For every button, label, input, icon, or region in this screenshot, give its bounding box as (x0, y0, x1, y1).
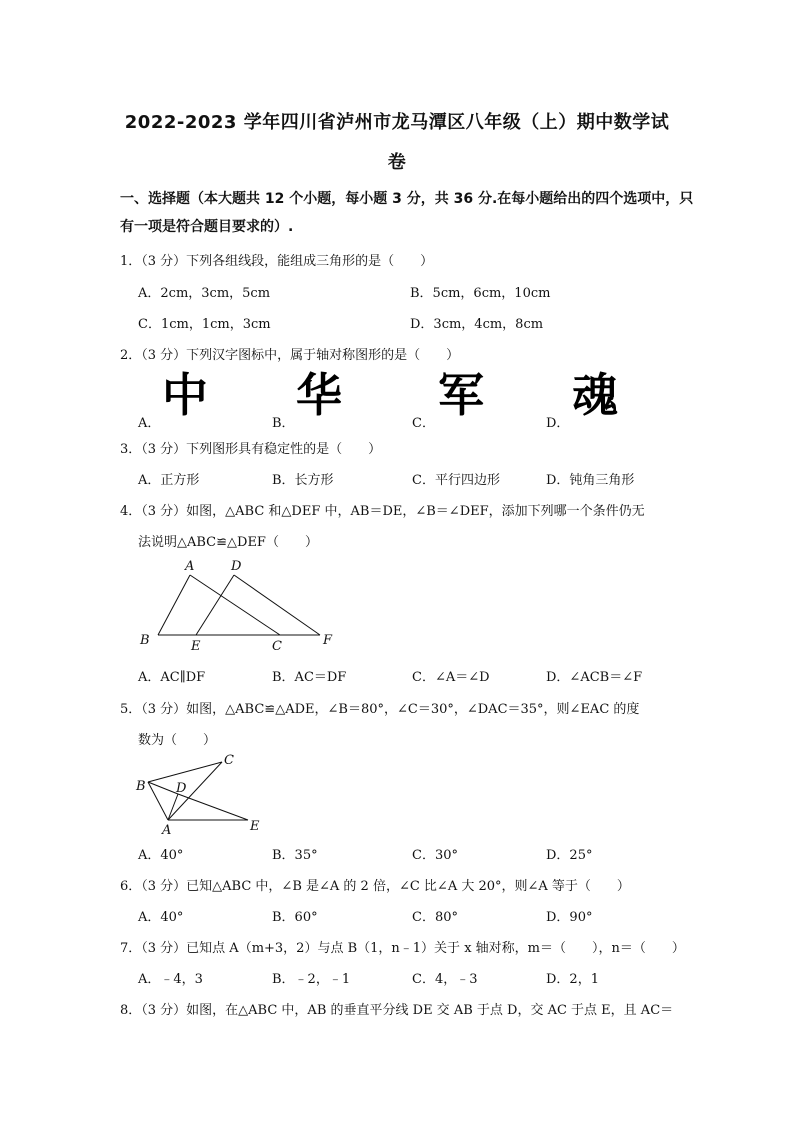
question-4-figure (130, 555, 340, 655)
point-c-label: C (272, 639, 282, 654)
glyph-hun-icon: 魂 (572, 368, 618, 422)
segment-ac (190, 575, 280, 635)
question-7-option-b: B．﹣2，﹣1 (272, 972, 351, 987)
question-6-option-c: C．80° (412, 910, 458, 925)
question-7-option-c: C．4，﹣3 (412, 972, 478, 987)
segment-ad (168, 794, 178, 820)
question-6-option-d: D．90° (546, 910, 593, 925)
question-4-option-c: C．∠A＝∠D (412, 670, 490, 685)
question-1-option-d: D．3cm，4cm，8cm (410, 317, 544, 332)
question-6-stem: 6．（3 分）已知△ABC 中，∠B 是∠A 的 2 倍，∠C 比∠A 大 20°，则∠A 等于（ ） (120, 879, 630, 894)
question-7-option-a: A．﹣4，3 (138, 972, 203, 987)
question-5-stem-continued: 数为（ ） (138, 733, 217, 748)
question-6-option-b: B．60° (272, 910, 318, 925)
section-heading-continued: 有一项是符合题目要求的）. (120, 219, 294, 235)
question-7-stem: 7．（3 分）已知点 A（m+3，2）与点 B（1，n﹣1）关于 x 轴对称，m＝（ ），n＝（ ） (120, 941, 685, 956)
point-f-label: F (323, 633, 333, 648)
question-1-option-a: A．2cm，3cm，5cm (138, 286, 271, 301)
segment-bc (148, 762, 222, 782)
question-4-option-d: D．∠ACB＝∠F (546, 670, 643, 685)
question-2-option-b: B． (272, 416, 295, 431)
question-6-option-a: A．40° (138, 910, 184, 925)
page-title-continued: 卷 (387, 152, 407, 173)
question-2-stem: 2．（3 分）下列汉字图标中，属于轴对称图形的是（ ） (120, 348, 460, 363)
glyph-jun-icon: 军 (438, 368, 484, 422)
question-2-option-c: C． (412, 416, 435, 431)
question-1-option-b: B．5cm，6cm，10cm (410, 286, 551, 301)
point-c-label: C (224, 753, 234, 768)
question-4-stem: 4．（3 分）如图，△ABC 和△DEF 中，AB＝DE，∠B＝∠DEF，添加下列哪一个条件仍无 (120, 504, 645, 519)
point-a-label: A (185, 559, 195, 574)
point-b-label: B (140, 633, 150, 648)
question-3-option-b: B．长方形 (272, 473, 334, 488)
glyph-hua-icon: 华 (296, 368, 342, 422)
segment-ab (158, 575, 190, 635)
segment-bd (148, 782, 178, 794)
question-5-figure (130, 748, 270, 838)
question-7-option-d: D．2，1 (546, 972, 599, 987)
question-8-stem: 8．（3 分）如图，在△ABC 中，AB 的垂直平分线 DE 交 AB 于点 D，交 AC 于点 E，且 AC＝ (120, 1003, 674, 1018)
question-2-option-d: D． (546, 416, 570, 431)
point-a-label: A (162, 823, 172, 838)
question-1-stem: 1．（3 分）下列各组线段，能组成三角形的是（ ） (120, 254, 434, 269)
segment-de (178, 794, 248, 820)
question-1-option-c: C．1cm，1cm，3cm (138, 317, 271, 332)
question-5-option-c: C．30° (412, 848, 458, 863)
question-4-option-a: A．AC∥DF (138, 670, 206, 685)
point-d-label: D (231, 559, 242, 574)
section-heading: 一、选择题（本大题共 12 个小题，每小题 3 分，共 36 分.在每小题给出的四个选项中，只 (120, 191, 694, 207)
point-e-label: E (191, 639, 201, 654)
question-3-option-a: A．正方形 (138, 473, 200, 488)
segment-df (234, 575, 320, 635)
question-5-option-d: D．25° (546, 848, 593, 863)
question-5-stem: 5．（3 分）如图，△ABC≌△ADE，∠B＝80°，∠C＝30°，∠DAC＝35°，则∠EAC 的度 (120, 702, 640, 717)
page-title: 2022-2023 学年四川省泸州市龙马潭区八年级（上）期中数学试 (124, 112, 670, 133)
question-2-option-a: A． (138, 416, 161, 431)
point-e-label: E (250, 819, 260, 834)
question-3-option-c: C．平行四边形 (412, 473, 500, 488)
point-d-label: D (176, 781, 187, 796)
question-3-option-d: D．钝角三角形 (546, 473, 635, 488)
question-5-option-b: B．35° (272, 848, 318, 863)
question-5-option-a: A．40° (138, 848, 184, 863)
point-b-label: B (136, 779, 146, 794)
glyph-zhong-icon: 中 (162, 368, 208, 422)
segment-de (196, 575, 234, 635)
question-3-stem: 3．（3 分）下列图形具有稳定性的是（ ） (120, 442, 382, 457)
question-4-stem-continued: 法说明△ABC≌△DEF（ ） (138, 535, 318, 550)
question-4-option-b: B．AC＝DF (272, 670, 347, 685)
segment-ba (148, 782, 168, 820)
